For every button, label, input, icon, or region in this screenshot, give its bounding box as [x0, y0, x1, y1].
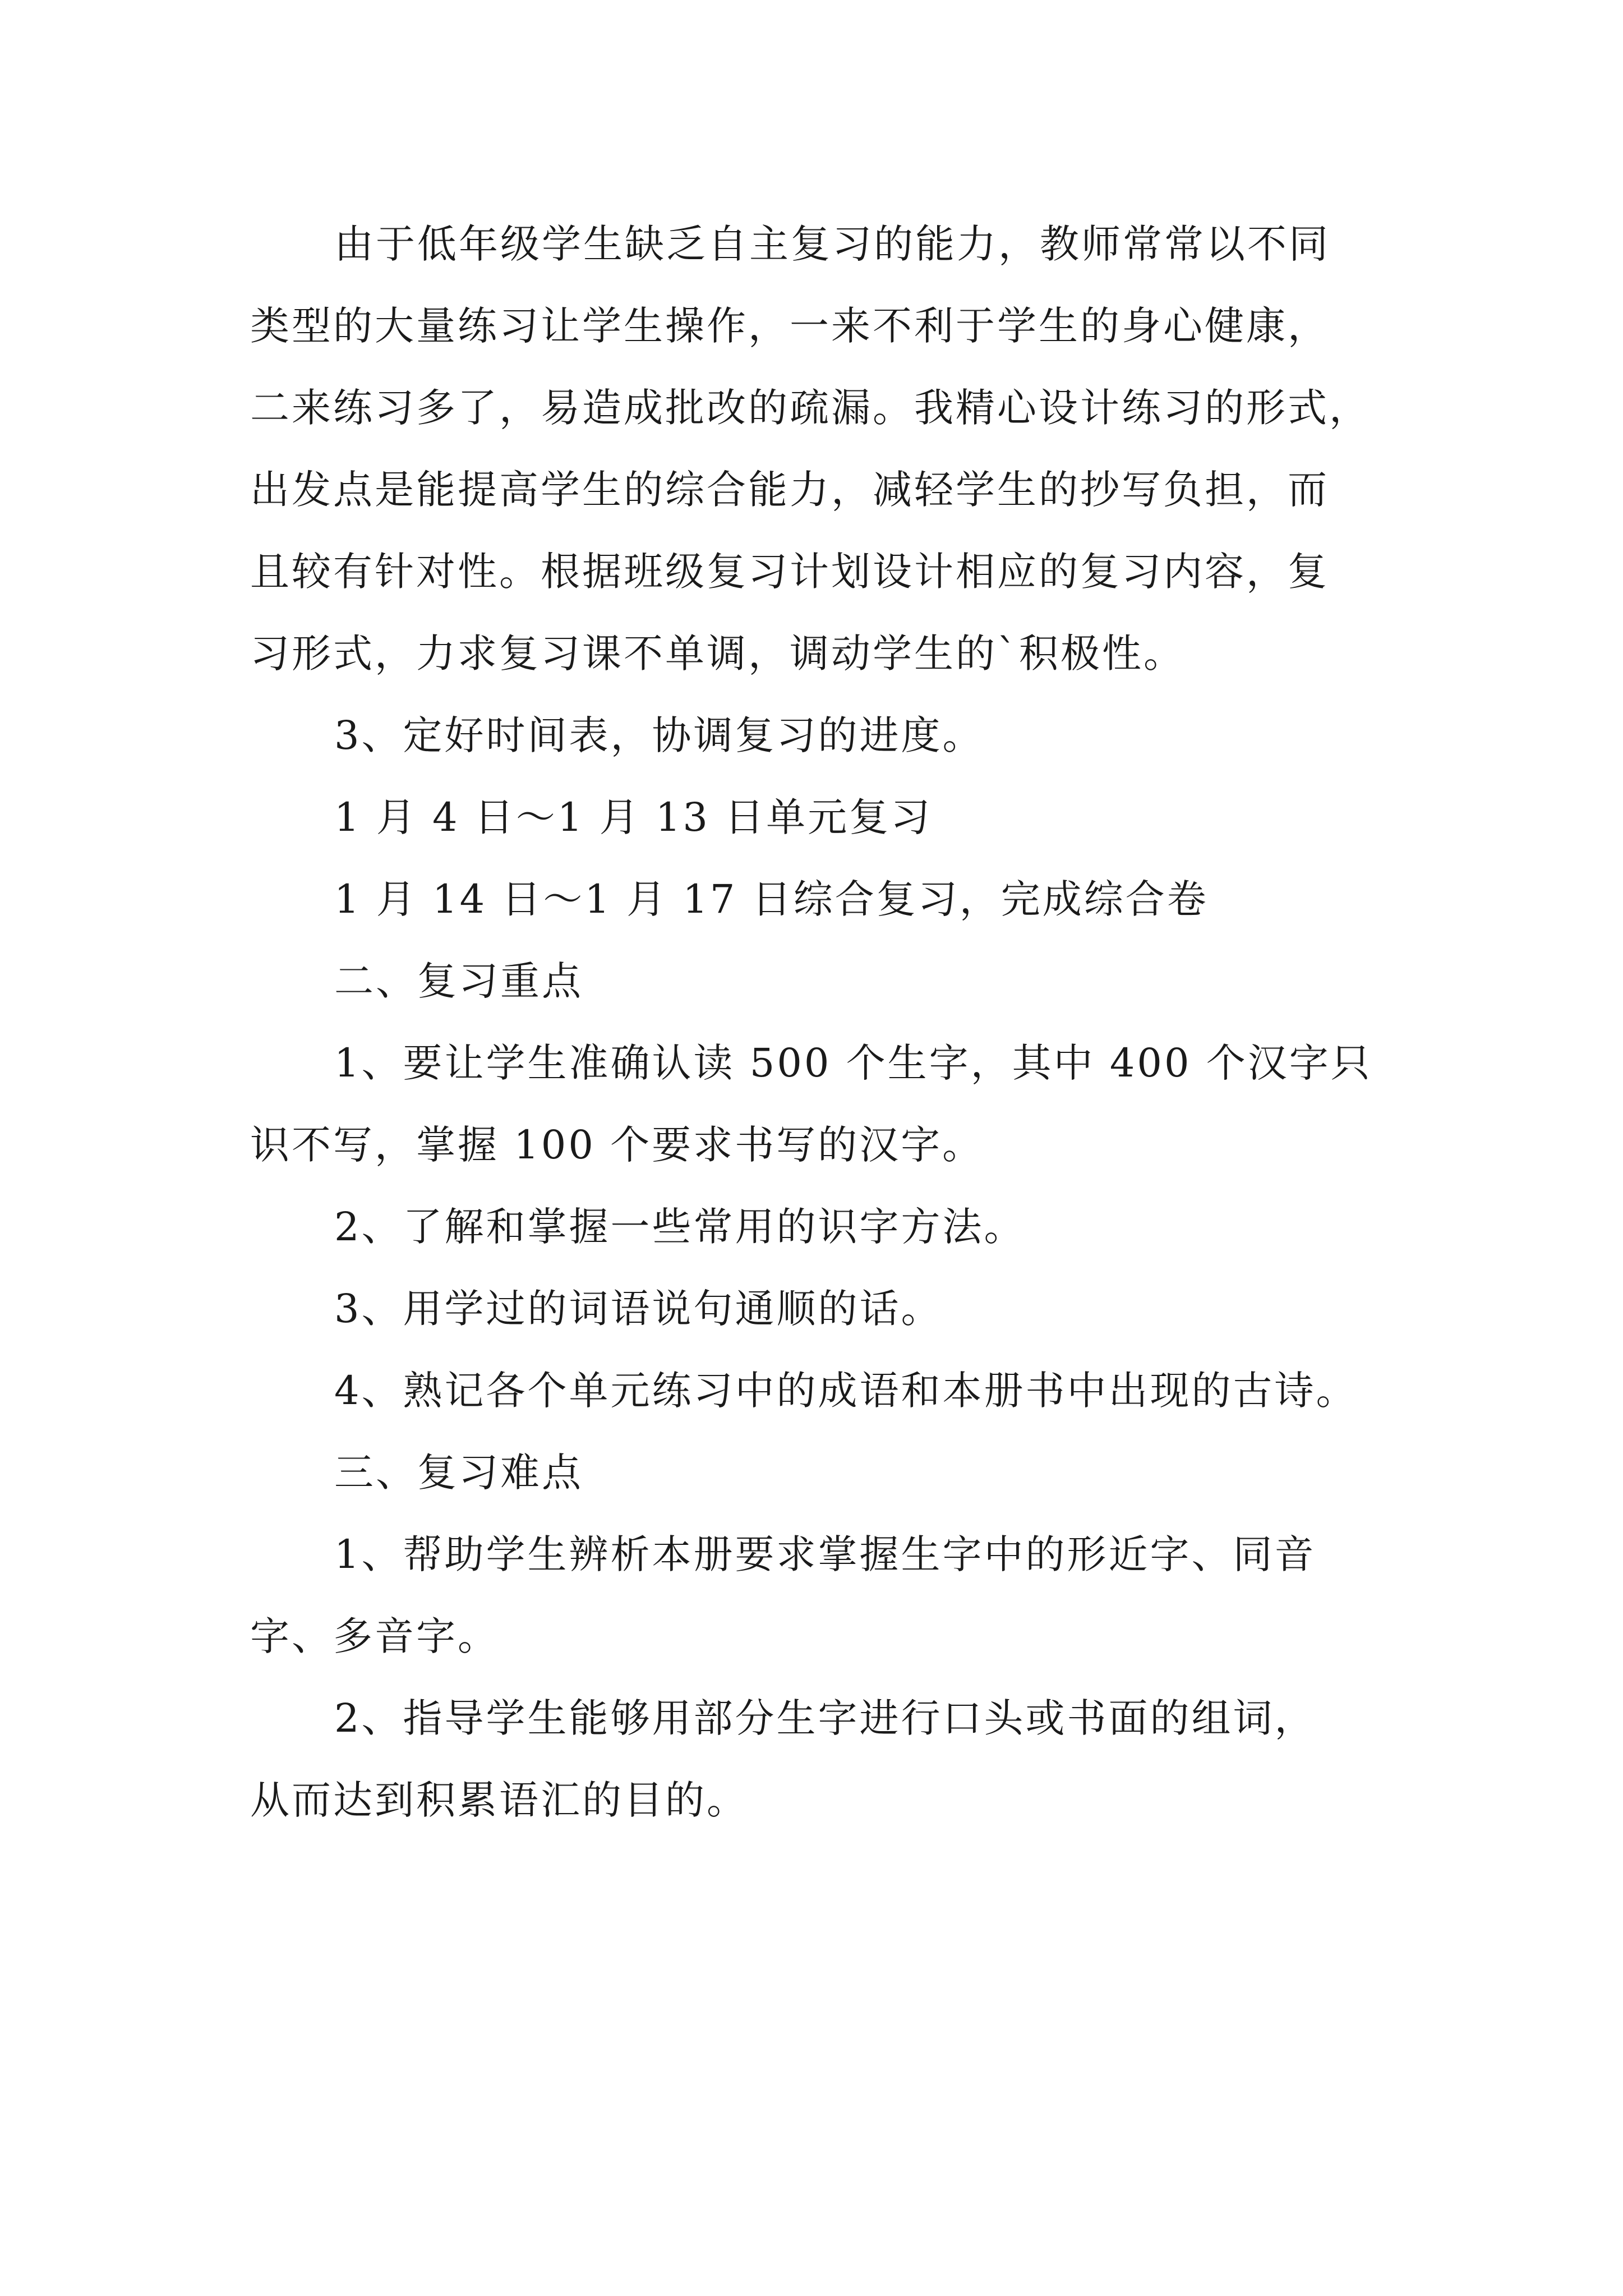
text-line: 2、指导学生能够用部分生字进行口头或书面的组词，	[334, 1695, 1316, 1741]
paragraph-review-methods	[250, 203, 1405, 694]
text-line: 1 月 14 日～1 月 17 日综合复习，完成综合卷	[334, 876, 1209, 922]
text-line: 1、帮助学生辨析本册要求掌握生字中的形近字、同音	[334, 1531, 1316, 1577]
section-heading-difficulties	[250, 1432, 1405, 1513]
paragraph-key-point-1	[250, 1022, 1405, 1186]
text-line: 3、用学过的词语说句通顺的话。	[334, 1286, 943, 1332]
text-line: 从而达到积累语汇的目的。	[250, 1777, 748, 1823]
text-line: 二来练习多了，易造成批改的疏漏。我精心设计练习的形式，	[250, 385, 1371, 431]
paragraph-difficulty-2	[250, 1677, 1405, 1841]
text-line: 由于低年级学生缺乏自主复习的能力，教师常常以不同	[334, 221, 1330, 267]
paragraph-difficulty-1	[250, 1513, 1405, 1677]
text-line: 出发点是能提高学生的综合能力，减轻学生的抄写负担，而	[250, 467, 1329, 513]
text-line: 1 月 4 日～1 月 13 日单元复习	[334, 794, 933, 840]
text-line: 二、复习重点	[334, 958, 583, 1004]
text-line: 3、定好时间表，协调复习的进度。	[334, 712, 984, 758]
text-line: 习形式，力求复习课不单调，调动学生的`积极性。	[250, 631, 1185, 677]
section-heading-key-points	[250, 940, 1405, 1022]
text-line: 且较有针对性。根据班级复习计划设计相应的复习内容，复	[250, 549, 1329, 595]
text-line: 三、复习难点	[334, 1450, 583, 1496]
text-line: 4、熟记各个单元练习中的成语和本册书中出现的古诗。	[334, 1368, 1358, 1414]
text-line: 识不写，掌握 100 个要求书写的汉字。	[250, 1122, 984, 1168]
paragraph-schedule-comprehensive-review	[250, 858, 1405, 940]
text-line: 1、要让学生准确认读 500 个生字，其中 400 个汉字只	[334, 1040, 1372, 1086]
paragraph-schedule-heading	[250, 694, 1405, 776]
paragraph-schedule-unit-review	[250, 776, 1405, 858]
document-body	[250, 203, 1405, 1841]
paragraph-key-point-4	[250, 1350, 1405, 1432]
paragraph-key-point-3	[250, 1268, 1405, 1350]
text-line: 2、了解和掌握一些常用的识字方法。	[334, 1204, 1026, 1250]
text-line: 字、多音字。	[250, 1613, 499, 1659]
paragraph-key-point-2	[250, 1186, 1405, 1268]
text-line: 类型的大量练习让学生操作，一来不利于学生的身心健康，	[250, 303, 1329, 349]
